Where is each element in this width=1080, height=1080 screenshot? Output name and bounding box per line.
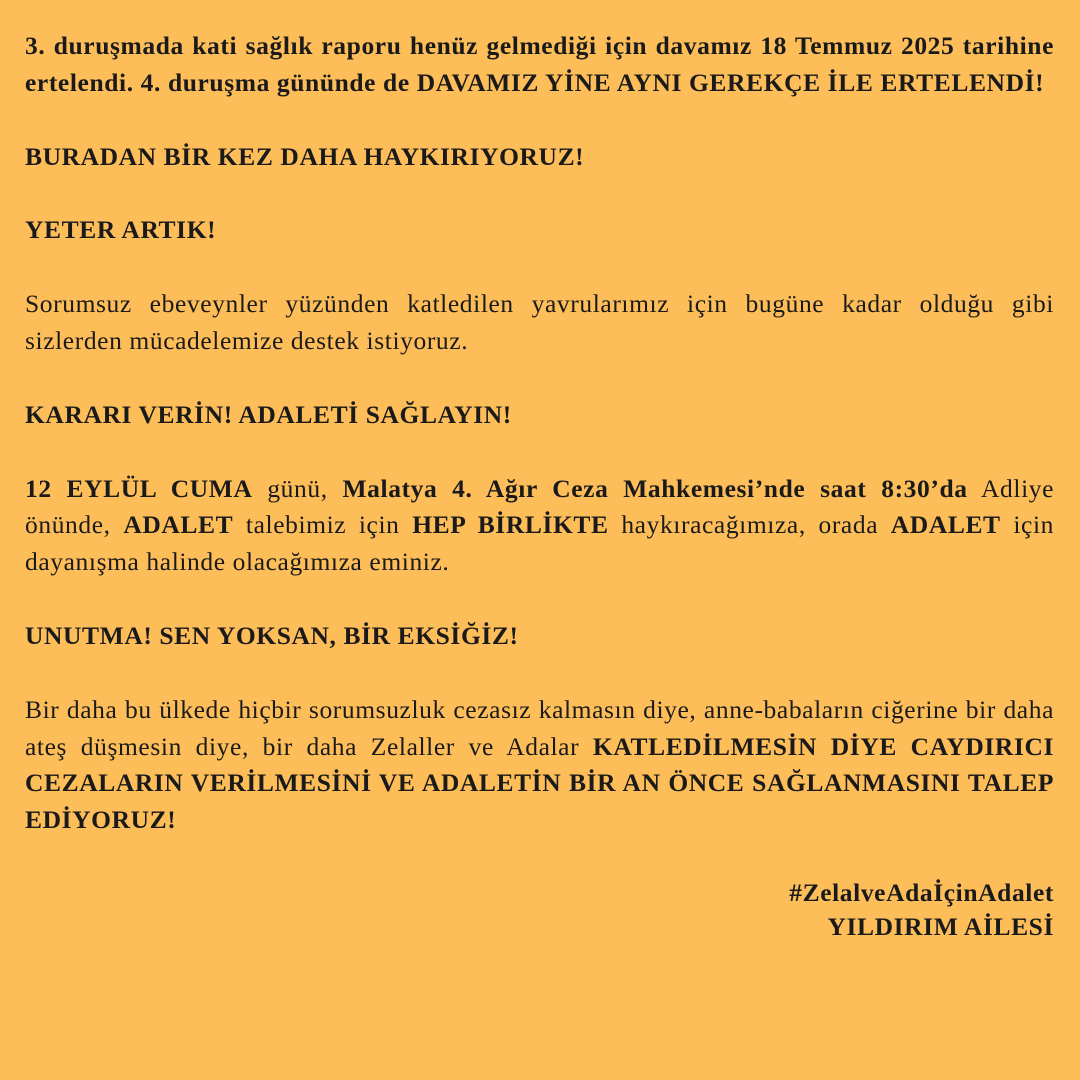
demand-text: Bir daha bu ülkede hiçbir sorumsuzluk cezasız kalmasın diye, anne-babaların ciğerine bir daha ateş düşmesin diye, bir daha Zelaller ve Adalar [25,694,1054,761]
hearing-invitation-paragraph [25,471,1054,581]
invitation-text-4: haykıracağımıza, orada [608,510,891,540]
family-signature: YILDIRIM AİLESİ [827,911,1054,941]
headline-dont-forget: UNUTMA! SEN YOKSAN, BİR EKSİĞİZ! [25,620,519,650]
together-word: HEP BİRLİKTE [412,510,609,540]
hashtag: #ZelalveAdaİçinAdalet [789,877,1054,907]
headline-shout: BURADAN BİR KEZ DAHA HAYKIRIYORUZ! [25,141,585,171]
support-request-paragraph: Sorumsuz ebeveynler yüzünden katledilen yavrularımız için bugüne kadar olduğu gibi sizlerden mücadelemize destek istiyoruz. [25,289,1054,355]
hearing-date: 12 EYLÜL CUMA [25,473,253,503]
demand-paragraph [25,692,1054,839]
justice-word-1: ADALET [123,510,234,540]
postponed-again-emphasis: DAVAMIZ YİNE AYNI GEREKÇE İLE ERTELENDİ! [416,67,1045,97]
hearing-postponed-text: 3. duruşmada kati sağlık raporu henüz gelmediği için davamız 18 Temmuz 2025 tarihine ertelendi. 4. duruşma gününde de [25,31,1054,97]
headline-enough: YETER ARTIK! [25,215,217,245]
invitation-text-3: talebimiz için [233,510,413,540]
invitation-text-2: Adliye önünde, [25,473,1055,540]
invitation-text-1: günü, [252,473,343,503]
justice-word-2: ADALET [890,510,1001,540]
headline-decide: KARARI VERİN! ADALETİ SAĞLAYIN! [25,399,512,429]
hearing-venue: Malatya 4. Ağır Ceza Mahkemesi’nde saat 8:30’da [342,473,968,503]
demand-emphasis: KATLEDİLMESİN DİYE CAYDIRICI CEZALARIN VERİLMESİNİ VE ADALETİN BİR AN ÖNCE SAĞLANMASINI TALEP EDİYORUZ! [25,731,1055,835]
invitation-text-5: için dayanışma halinde olacağımıza eminiz. [25,510,1054,577]
hearing-postponed-paragraph [25,28,1054,102]
